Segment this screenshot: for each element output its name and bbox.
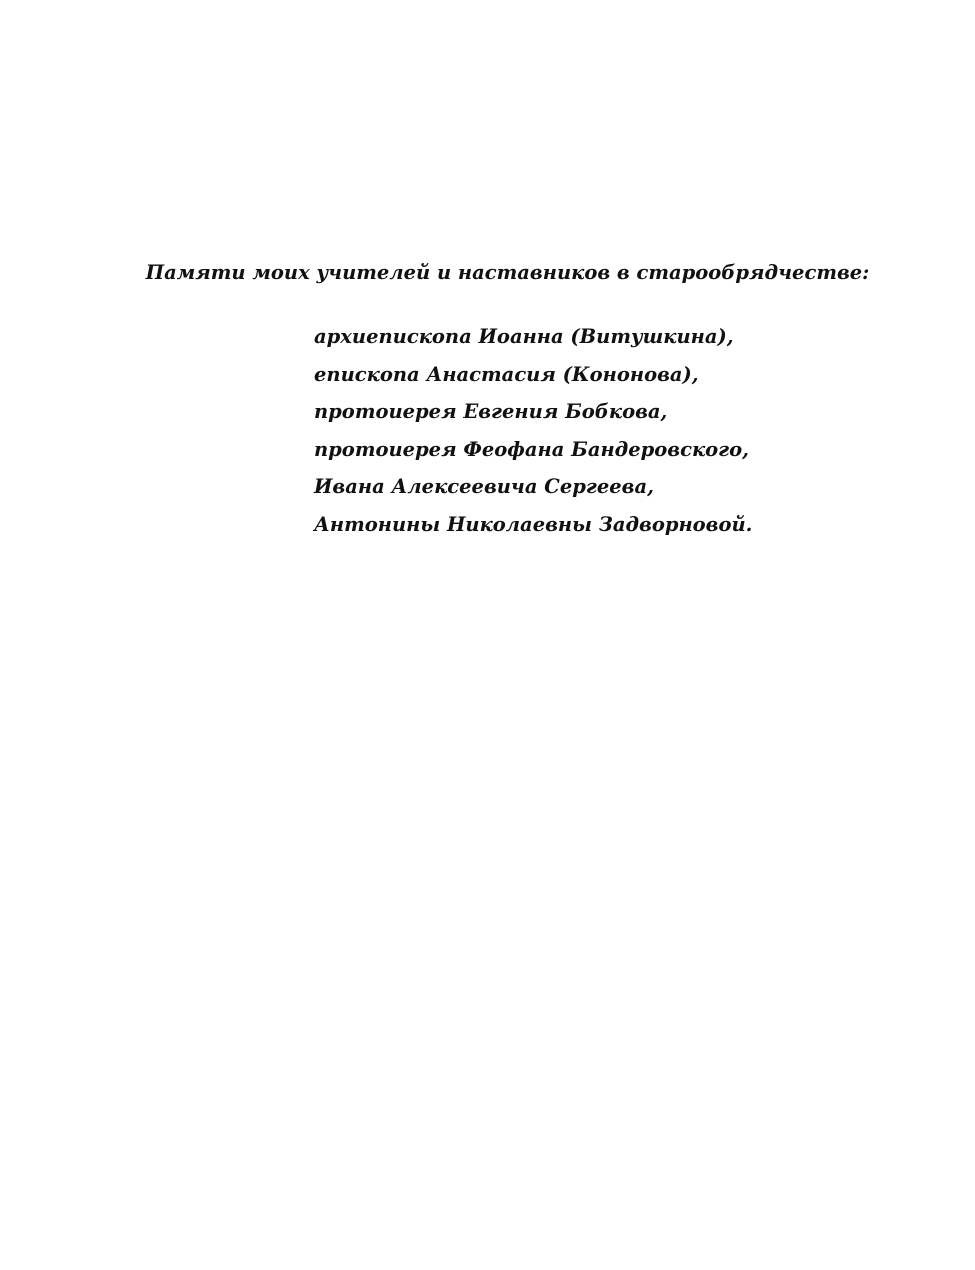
dedication-heading: Памяти моих учителей и наставников в старообрядчестве:: [145, 261, 870, 284]
dedication-name: архиепископа Иоанна (Витушкина),: [314, 325, 734, 348]
dedication-name: протоиерея Феофана Бандеровского,: [314, 437, 749, 461]
dedication-name: епископа Анастасия (Кононова),: [314, 362, 699, 386]
dedication-name: Ивана Алексеевича Сергеева,: [314, 475, 654, 498]
dedication-names-list: [314, 318, 752, 543]
dedication-name: протоиерея Евгения Бобкова,: [314, 400, 668, 423]
dedication-name: Антонины Николаевны Задворновой.: [314, 512, 753, 536]
